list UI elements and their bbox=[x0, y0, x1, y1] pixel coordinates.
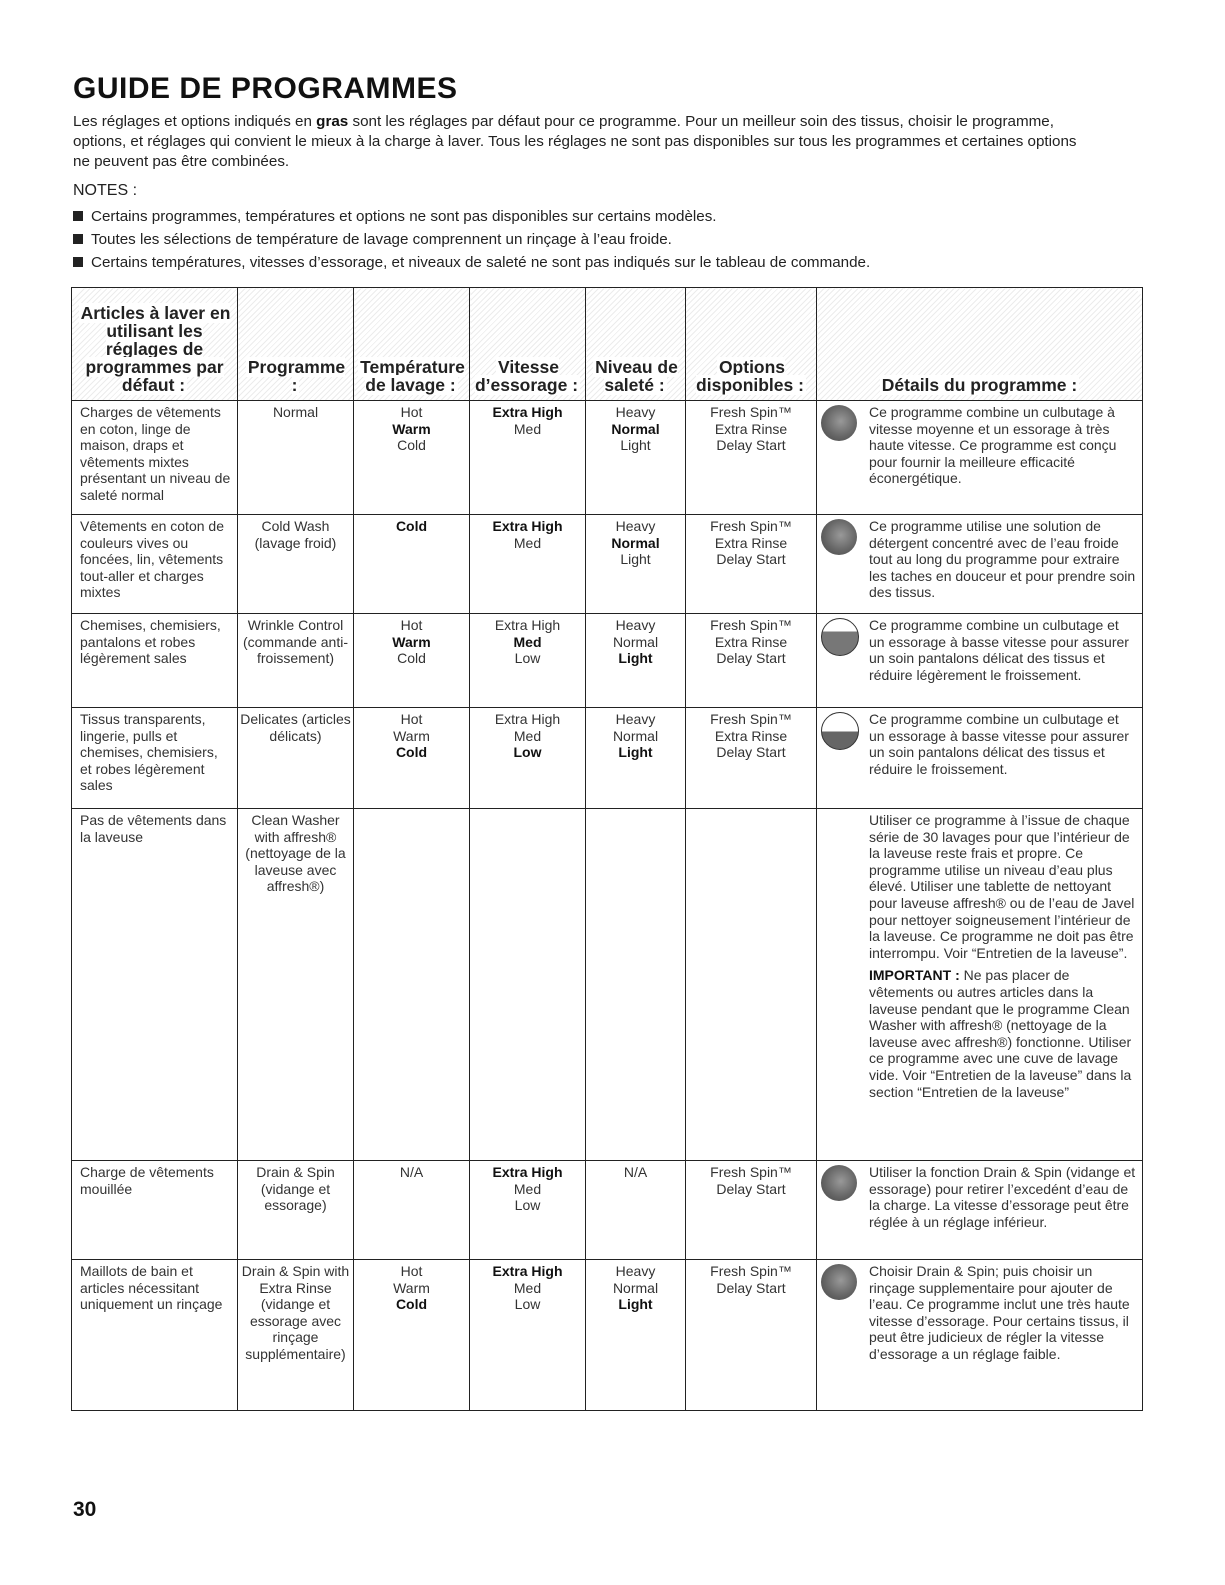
cell-value: Clean Washer with affresh® (nettoyage de la laveuse avec affresh®) bbox=[245, 812, 346, 895]
cell-details bbox=[817, 708, 1143, 809]
header-articles: Articles à laver en utilisant les réglages de programmes par défaut : bbox=[72, 288, 238, 401]
cell-value: Hot bbox=[400, 711, 423, 727]
cell-soil-level bbox=[586, 708, 686, 809]
cell-value: Warm bbox=[393, 1279, 430, 1296]
page-number: 30 bbox=[73, 1498, 97, 1521]
note-item: Toutes les sélections de température de lavage comprennent un rinçage à l’eau froide. bbox=[73, 228, 1133, 251]
cell-value: IMPORTANT : bbox=[869, 967, 960, 984]
cell-value: Extra Rinse bbox=[714, 633, 788, 650]
cell-programme bbox=[238, 515, 354, 614]
cell-value: Warm bbox=[392, 633, 431, 650]
cell-value: Delay Start bbox=[716, 650, 786, 667]
important-note bbox=[869, 967, 1136, 1100]
cell-spin-speed bbox=[470, 708, 586, 809]
cell-value: Hot bbox=[400, 1263, 423, 1279]
cell-details bbox=[817, 1161, 1143, 1260]
cell-value: Med bbox=[513, 534, 542, 551]
cell-programme bbox=[238, 1260, 354, 1411]
cell-value: Fresh Spin™ bbox=[710, 711, 792, 727]
cell-value: Normal bbox=[611, 534, 660, 551]
cell-value: Maillots de bain et articles nécessitant uniquement un rinçage bbox=[80, 1263, 223, 1313]
cell-details bbox=[817, 614, 1143, 708]
table-header-row bbox=[72, 288, 1143, 401]
header-programme: Programme : bbox=[238, 288, 354, 401]
cell-value: Med bbox=[513, 1279, 542, 1296]
table-row bbox=[72, 708, 1143, 809]
cell-value: Delay Start bbox=[716, 1279, 786, 1296]
cell-value: Fresh Spin™ bbox=[710, 404, 792, 420]
cell-value: Extra High bbox=[492, 518, 563, 534]
cell-value: Med bbox=[513, 633, 542, 650]
table-row bbox=[72, 809, 1143, 1161]
cell-value: Normal bbox=[612, 633, 659, 650]
cell-value: Ne pas placer de vêtements ou autres articles dans la laveuse pendant que le programme Clean Washer with affresh® (nettoyage de la laveuse avec affresh®) fonctionne. Utiliser ce programme avec une cuve de lavage vide. Voir “Entretien de la laveuse” dans la section “Entretien de la laveuse” bbox=[869, 967, 1132, 1100]
table-row bbox=[72, 1161, 1143, 1260]
intro-bold-word: gras bbox=[316, 113, 349, 130]
drum-icon bbox=[821, 1165, 857, 1201]
cell-value: Delay Start bbox=[716, 437, 786, 454]
cell-programme bbox=[238, 708, 354, 809]
cell-temperature bbox=[354, 614, 470, 708]
drum-icon bbox=[821, 618, 859, 656]
cell-programme bbox=[238, 614, 354, 708]
cell-details bbox=[817, 1260, 1143, 1411]
table-row bbox=[72, 1260, 1143, 1411]
cell-value: Ce programme utilise une solution de détergent concentré avec de l’eau froide tout au long du programme pour extraire les taches en douceur et pour prendre soin des tissus. bbox=[869, 518, 1136, 601]
cell-value: Light bbox=[618, 1296, 653, 1313]
cell-spin-speed bbox=[470, 401, 586, 515]
cell-soil-level bbox=[586, 515, 686, 614]
cell-value: Wrinkle Control (commande anti-froissement) bbox=[242, 617, 349, 667]
cell-soil-level bbox=[586, 1161, 686, 1260]
cell-temperature bbox=[354, 1161, 470, 1260]
cell-value: Fresh Spin™ bbox=[710, 1263, 792, 1279]
cell-programme bbox=[238, 401, 354, 515]
table-row bbox=[72, 515, 1143, 614]
cell-value: Fresh Spin™ bbox=[710, 617, 792, 633]
note-item: Certains programmes, températures et options ne sont pas disponibles sur certains modèles. bbox=[73, 205, 1133, 228]
cell-programme bbox=[238, 809, 354, 1161]
cell-value: Heavy bbox=[615, 617, 656, 633]
header-soil-level: Niveau de saleté : bbox=[586, 288, 686, 401]
cell-value: Heavy bbox=[615, 1263, 656, 1279]
cell-soil-level bbox=[586, 809, 686, 1161]
cell-options bbox=[686, 809, 817, 1161]
cell-value: Med bbox=[513, 420, 542, 437]
cell-value: N/A bbox=[399, 1164, 424, 1180]
cell-value: Warm bbox=[392, 420, 431, 437]
cell-value: Low bbox=[514, 1197, 541, 1214]
cell-details bbox=[817, 809, 1143, 1161]
cell-value: Pas de vêtements dans la laveuse bbox=[80, 812, 227, 845]
cell-options bbox=[686, 515, 817, 614]
cell-programme bbox=[238, 1161, 354, 1260]
cell-value: Light bbox=[618, 650, 653, 667]
drum-icon bbox=[821, 519, 857, 555]
cell-value: Cold bbox=[395, 744, 428, 761]
cell-value: Ce programme combine un culbutage et un essorage à basse vitesse pour assurer un soin pantalons délicat des tissus et réduire légèrement le froissement. bbox=[869, 617, 1129, 683]
intro-paragraph bbox=[73, 112, 1083, 172]
cell-value: N/A bbox=[623, 1164, 648, 1180]
cell-soil-level bbox=[586, 401, 686, 515]
cell-value: Fresh Spin™ bbox=[710, 1164, 792, 1180]
cell-value: Normal bbox=[272, 404, 319, 420]
cell-value: Delay Start bbox=[716, 744, 786, 761]
cell-spin-speed bbox=[470, 1161, 586, 1260]
cell-spin-speed bbox=[470, 1260, 586, 1411]
cell-value: Charge de vêtements mouillée bbox=[80, 1164, 214, 1197]
cell-options bbox=[686, 708, 817, 809]
cell-temperature bbox=[354, 708, 470, 809]
cell-value: Hot bbox=[400, 404, 423, 420]
cell-value: Delicates (articles délicats) bbox=[240, 711, 351, 744]
note-item: Certains températures, vitesses d’essorage, et niveaux de saleté ne sont pas indiqués sur le tableau de commande. bbox=[73, 251, 1133, 274]
drum-icon bbox=[821, 1264, 857, 1300]
cell-value: Cold bbox=[397, 650, 426, 667]
cell-value: Cold bbox=[395, 1296, 428, 1313]
cell-temperature bbox=[354, 401, 470, 515]
cell-value: Low bbox=[514, 1296, 541, 1313]
cell-value: Med bbox=[513, 1180, 542, 1197]
cell-temperature bbox=[354, 809, 470, 1161]
intro-text-start: Les réglages et options indiqués en bbox=[73, 113, 317, 130]
cell-articles bbox=[72, 1260, 238, 1411]
cell-value: Normal bbox=[612, 727, 659, 744]
cell-value: Drain & Spin with Extra Rinse (vidange et essorage avec rinçage supplémentaire) bbox=[241, 1263, 350, 1362]
programme-guide-table bbox=[71, 287, 1143, 1411]
cell-value: Extra High bbox=[494, 711, 561, 727]
cell-spin-speed bbox=[470, 614, 586, 708]
cell-details bbox=[817, 401, 1143, 515]
header-spin-speed: Vitesse d’essorage : bbox=[470, 288, 586, 401]
cell-value: Fresh Spin™ bbox=[710, 518, 792, 534]
cell-value: Ce programme combine un culbutage et un essorage à basse vitesse pour assurer un soin pantalons délicat des tissus et réduire le froissement. bbox=[869, 711, 1129, 777]
cell-value: Extra Rinse bbox=[714, 534, 788, 551]
cell-value: Med bbox=[513, 727, 542, 744]
cell-articles bbox=[72, 809, 238, 1161]
cell-value: Cold Wash (lavage froid) bbox=[254, 518, 337, 551]
intro-text-end: sont les réglages par défaut pour ce programme. Pour un meilleur soin des tissus, choisir le programme, options, et réglages qui convient le mieux à la charge à laver. Tous les réglages ne sont pas disponibles sur tous les programmes et certaines options ne peuvent pas être combinées. bbox=[73, 113, 1077, 170]
cell-articles bbox=[72, 1161, 238, 1260]
cell-spin-speed bbox=[470, 515, 586, 614]
cell-temperature bbox=[354, 1260, 470, 1411]
cell-value: Choisir Drain & Spin; puis choisir un rinçage supplementaire pour ajouter de l’eau. Ce programme inclut une très haute vitesse d’essorage. Pour certains tissus, il peut être judicieux de régler la vitesse d’essorage a un réglage faible. bbox=[869, 1263, 1130, 1362]
cell-details bbox=[817, 515, 1143, 614]
cell-value: Normal bbox=[612, 1279, 659, 1296]
cell-value: Drain & Spin (vidange et essorage) bbox=[256, 1164, 335, 1214]
cell-soil-level bbox=[586, 614, 686, 708]
cell-value: Heavy bbox=[615, 518, 656, 534]
cell-value: Utiliser la fonction Drain & Spin (vidange et essorage) pour retirer l’excedént d’eau de la charge. La vitesse d’essorage peut être réglée à un réglage inférieur. bbox=[869, 1164, 1136, 1230]
cell-value: Utiliser ce programme à l’issue de chaque série de 30 lavages pour que l’intérieur de la laveuse reste frais et propre. Ce programme utilise un niveau d’eau plus élevé. Utiliser une tablette de nettoyant pour laveuse affresh® ou de l’eau de Javel pour nettoyer soigneusement l’intérieur de la laveuse. Ce programme ne doit pas être interrompu. Voir “Entretien de la laveuse”. bbox=[869, 812, 1135, 961]
cell-value: Hot bbox=[400, 617, 423, 633]
cell-options bbox=[686, 1161, 817, 1260]
cell-options bbox=[686, 401, 817, 515]
cell-value: Extra High bbox=[492, 1263, 563, 1279]
cell-value: Delay Start bbox=[716, 1180, 786, 1197]
cell-value: Light bbox=[620, 437, 651, 454]
drum-icon bbox=[821, 712, 859, 750]
notes-heading: NOTES : bbox=[73, 182, 138, 199]
drum-icon bbox=[821, 405, 857, 441]
cell-options bbox=[686, 1260, 817, 1411]
cell-value: Light bbox=[618, 744, 653, 761]
cell-value: Delay Start bbox=[716, 551, 786, 568]
notes-list bbox=[73, 205, 1133, 274]
cell-value: Low bbox=[513, 744, 542, 761]
cell-articles bbox=[72, 515, 238, 614]
cell-value: Normal bbox=[611, 420, 660, 437]
page-title: GUIDE DE PROGRAMMES bbox=[73, 72, 458, 105]
cell-articles bbox=[72, 401, 238, 515]
cell-value: Cold bbox=[397, 437, 426, 454]
table-row bbox=[72, 614, 1143, 708]
header-details: Détails du programme : bbox=[817, 288, 1143, 401]
cell-articles bbox=[72, 708, 238, 809]
cell-soil-level bbox=[586, 1260, 686, 1411]
cell-value: Extra High bbox=[492, 404, 563, 420]
cell-value: Warm bbox=[393, 727, 430, 744]
table-row bbox=[72, 401, 1143, 515]
cell-value: Charges de vêtements en coton, linge de maison, draps et vêtements mixtes présentant un niveau de saleté normal bbox=[80, 404, 231, 503]
cell-value: Extra Rinse bbox=[714, 727, 788, 744]
cell-articles bbox=[72, 614, 238, 708]
cell-value: Low bbox=[514, 650, 541, 667]
cell-value: Chemises, chemisiers, pantalons et robes légèrement sales bbox=[80, 617, 221, 667]
cell-spin-speed bbox=[470, 809, 586, 1161]
header-temperature: Température de lavage : bbox=[354, 288, 470, 401]
cell-value: Extra High bbox=[492, 1164, 563, 1180]
cell-temperature bbox=[354, 515, 470, 614]
cell-value: Cold bbox=[395, 518, 428, 534]
cell-value: Light bbox=[620, 551, 651, 568]
cell-options bbox=[686, 614, 817, 708]
cell-value: Extra High bbox=[494, 617, 561, 633]
cell-value: Heavy bbox=[615, 404, 656, 420]
cell-value: Tissus transparents, lingerie, pulls et chemises, chemisiers, et robes légèrement sales bbox=[80, 711, 218, 794]
cell-value: Extra Rinse bbox=[714, 420, 788, 437]
cell-value: Heavy bbox=[615, 711, 656, 727]
cell-value: Vêtements en coton de couleurs vives ou foncées, lin, vêtements tout-aller et charges mixtes bbox=[80, 518, 224, 601]
cell-value: Ce programme combine un culbutage à vitesse moyenne et un essorage à très haute vitesse. Ce programme est conçu pour fournir la meilleure efficacité éconergétique. bbox=[869, 404, 1117, 487]
header-options: Options disponibles : bbox=[686, 288, 817, 401]
